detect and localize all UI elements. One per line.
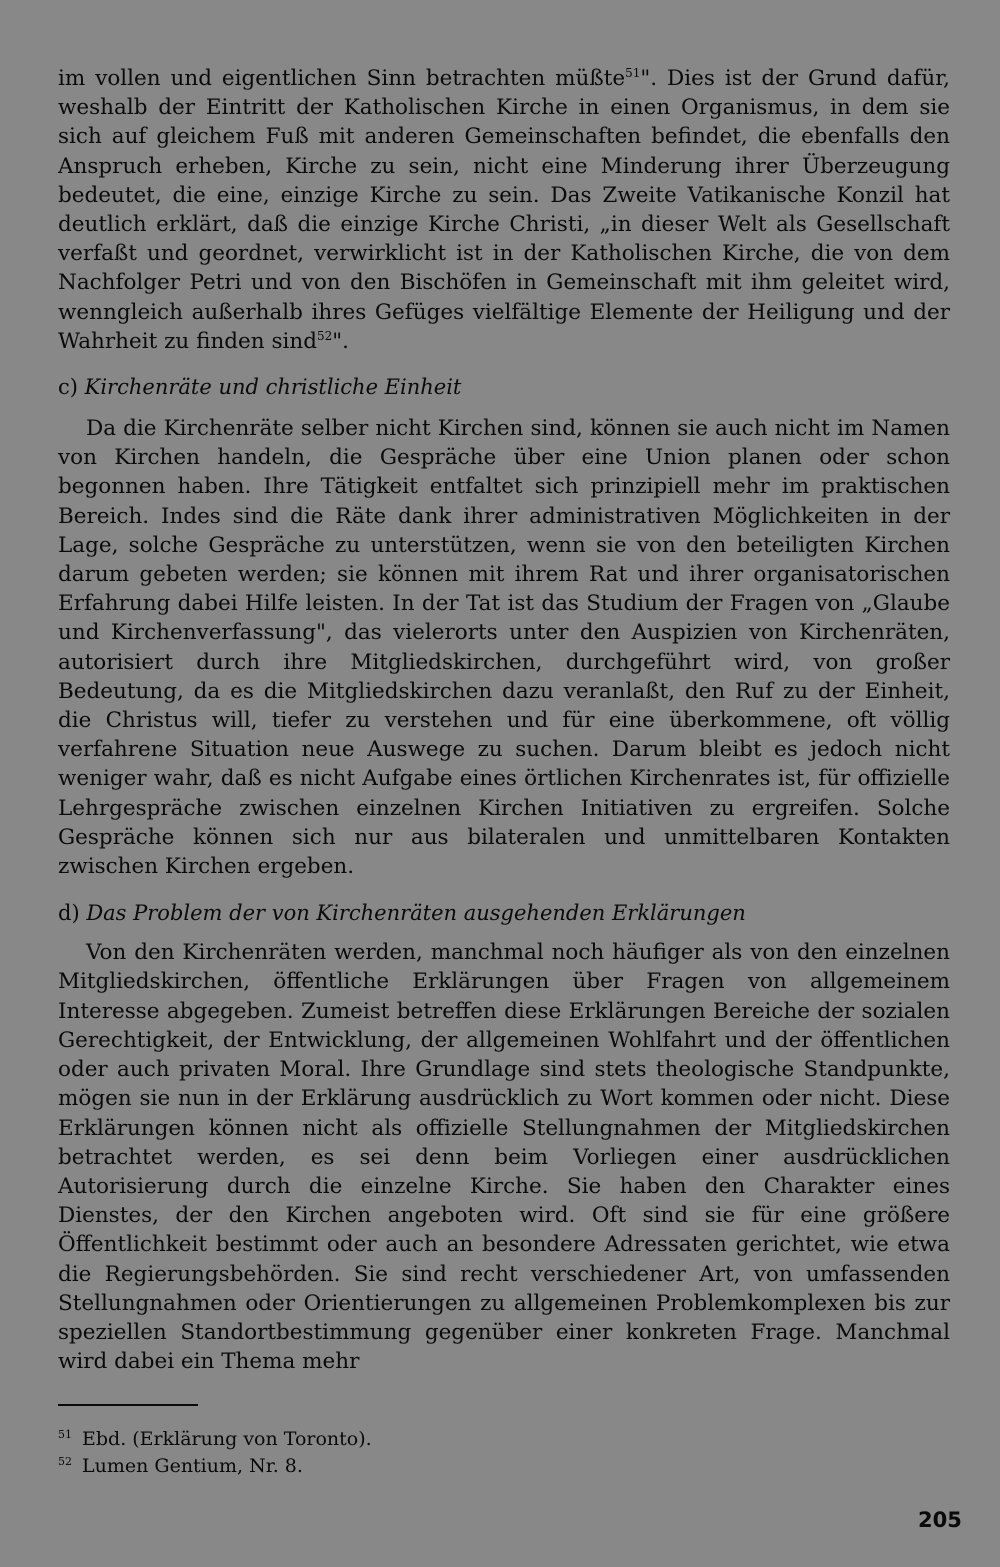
- paragraph-1: [58, 64, 950, 356]
- footnote-51: [58, 1426, 758, 1453]
- section-letter-c: c): [58, 375, 78, 400]
- paragraph-1-text-b: ". Dies ist der Grund dafür, weshalb der Eintritt der Katholischen Kirche in einen Organismus, in dem sie sich auf gleichem Fuß mit anderen Gemeinschaften befindet, die ebenfalls den Anspruch erheben, Kirche zu sein, nicht eine Minderung ihrer Überzeugung bedeutet, die eine, einzige Kirche zu sein. Das Zweite Vatikanische Konzil hat deutlich erklärt, daß die einzige Kirche Christi, „in dieser Welt als Gesellschaft verfaßt und geordnet, verwirklicht ist in der Katholischen Kirche, die von dem Nachfolger Petri und von den Bischöfen in Gemeinschaft mit ihm geleitet wird, wenngleich außerhalb ihres Gefüges vielfältige Elemente der Heiligung und der Wahrheit zu finden sind: [58, 66, 950, 354]
- footnote-text: Ebd. (Erklärung von Toronto).: [82, 1428, 372, 1450]
- section-heading-d: [58, 899, 950, 928]
- footnote-number: 51: [58, 1427, 72, 1441]
- footnote-ref-51: 51: [625, 65, 641, 80]
- page-number: 205: [918, 1508, 962, 1532]
- footnote-ref-52: 52: [316, 328, 333, 343]
- section-title-c: Kirchenräte und christliche Einheit: [84, 375, 462, 400]
- footnote-text: Lumen Gentium, Nr. 8.: [82, 1455, 303, 1477]
- section-title-d: Das Problem der von Kirchenräten ausgehenden Erklärungen: [86, 901, 746, 926]
- section-letter-d: d): [58, 901, 80, 926]
- footnote-number: 52: [58, 1454, 72, 1468]
- paragraph-1-text-c: ".: [332, 328, 349, 354]
- paragraph-2: Da die Kirchenräte selber nicht Kirchen sind, können sie auch nicht im Namen von Kirchen handeln, die Gespräche über eine Union planen oder schon begonnen haben. Ihre Tätigkeit entfaltet sich prinzipiell mehr im praktischen Bereich. Indes sind die Räte dank ihrer administrativen Möglichkeiten in der Lage, solche Gespräche zu unterstützen, wenn sie von den beteiligten Kirchen darum gebeten werden; sie können mit ihrem Rat und ihrer organisatorischen Erfahrung dabei Hilfe leisten. In der Tat ist das Studium der Fragen von „Glaube und Kirchenverfassung", das vielerorts unter den Auspizien von Kirchenräten, autorisiert durch ihre Mitgliedskirchen, durchgeführt wird, von großer Bedeutung, da es die Mitgliedskirchen dazu veranlaßt, den Ruf zu der Einheit, die Christus will, tiefer zu verstehen und für eine überkommene, oft völlig verfahrene Situation neue Auswege zu suchen. Darum bleibt es jedoch nicht weniger wahr, daß es nicht Aufgabe eines örtlichen Kirchenrates ist, für offizielle Lehrgespräche zwischen einzelnen Kirchen Initiativen zu ergreifen. Solche Gespräche können sich nur aus bilateralen und unmittelbaren Kontakten zwischen Kirchen ergeben.: [58, 416, 950, 880]
- footnote-52: [58, 1453, 758, 1480]
- footnotes: [58, 1426, 758, 1480]
- paragraph-3: Von den Kirchenräten werden, manchmal noch häufiger als von den einzelnen Mitgliedskirchen, öffentliche Erklärungen über Fragen von allgemeinem Interesse abgegeben. Zumeist betreffen diese Erklärungen Bereiche der sozialen Gerechtigkeit, der Entwicklung, der allgemeinen Wohlfahrt und der öffentlichen oder auch privaten Moral. Ihre Grundlage sind stets theologische Standpunkte, mögen sie nun in der Erklärung ausdrücklich zu Wort kommen oder nicht. Diese Erklärungen können nicht als offizielle Stellungnahmen der Mitgliedskirchen betrachtet werden, es sei denn beim Vorliegen einer ausdrücklichen Autorisierung durch die einzelne Kirche. Sie haben den Charakter eines Dienstes, der den Kirchen angeboten wird. Oft sind sie für eine größere Öffentlichkeit bestimmt oder auch an besondere Adressaten gerichtet, wie etwa die Regierungsbehörden. Sie sind recht verschiedener Art, von umfassenden Stellungnahmen oder Orientierungen zu allgemeinen Problemkomplexen bis zur speziellen Standortbestimmung gegenüber einer konkreten Frage. Manchmal wird dabei ein Thema mehr: [58, 940, 950, 1375]
- section-heading-c: [58, 373, 950, 402]
- page-body: [58, 64, 950, 1376]
- footnote-divider: [58, 1404, 198, 1406]
- paragraph-1-text-a: im vollen und eigentlichen Sinn betrachten müßte: [58, 66, 626, 91]
